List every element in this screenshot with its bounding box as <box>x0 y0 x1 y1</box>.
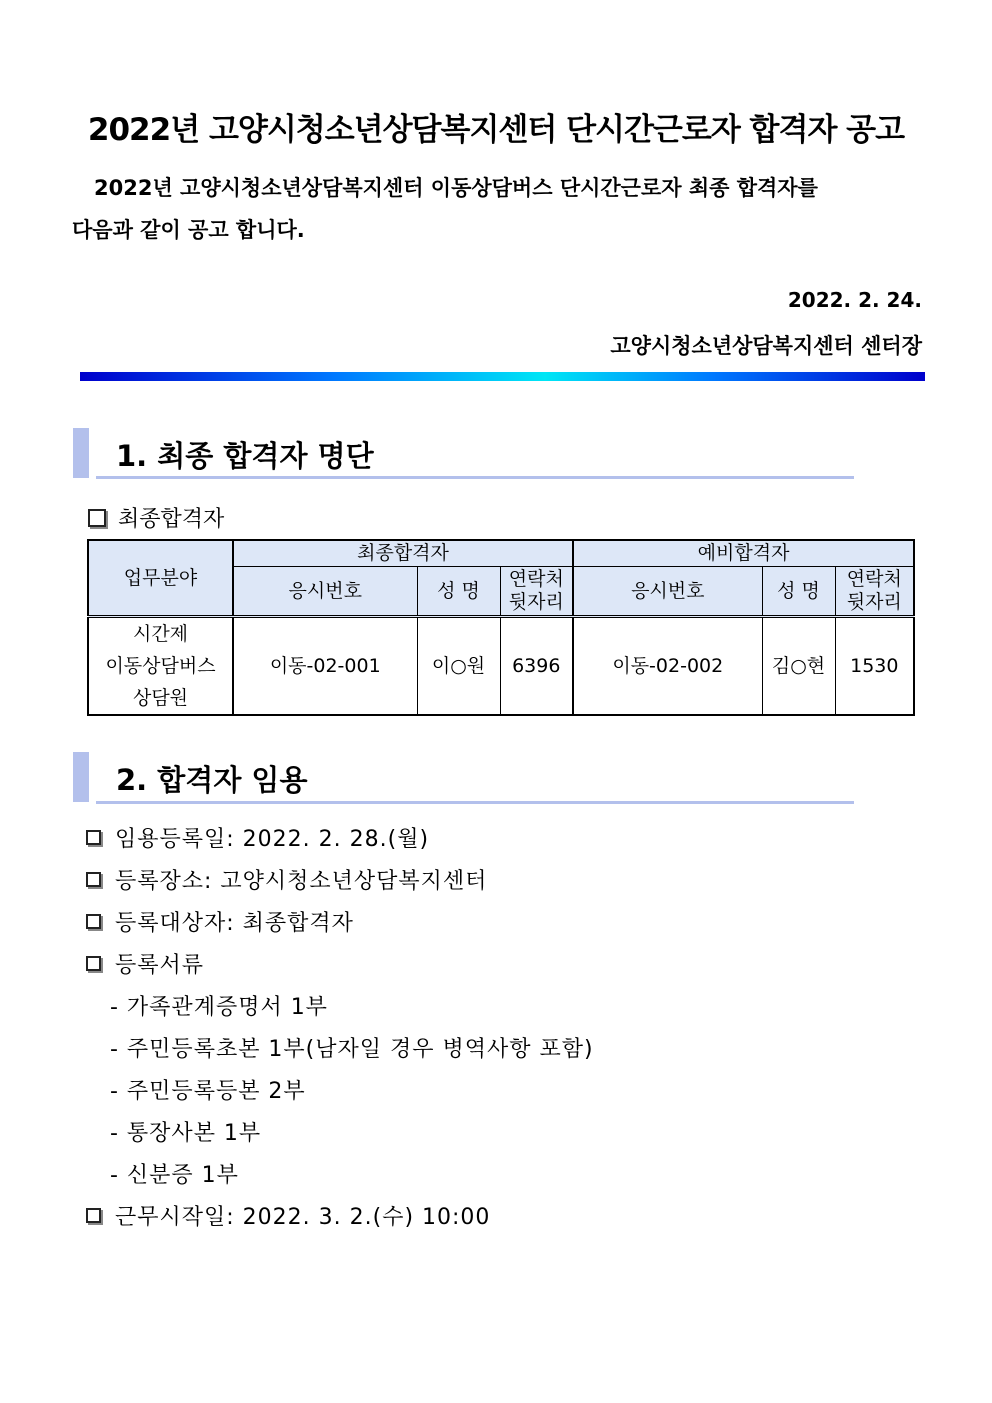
header-group-final: 최종합격자 <box>233 540 573 567</box>
header-final-name: 성 명 <box>417 567 500 617</box>
cell-final-exam-no: 이동-02-001 <box>233 617 417 716</box>
subheading-label: 최종합격자 <box>118 507 225 532</box>
gradient-divider <box>80 372 925 381</box>
cell-reserve-exam-no: 이동-02-002 <box>573 617 762 716</box>
section-2-underline <box>96 801 854 804</box>
header-final-exam-no: 응시번호 <box>233 567 417 617</box>
announcement-date: 2022. 2. 24. <box>787 288 922 312</box>
checkbox-bullet-icon <box>86 830 101 845</box>
intro-text-line-2: 다음과 같이 공고 합니다. <box>72 218 305 242</box>
section-2-accent-bar <box>73 752 89 802</box>
cell-final-contact: 6396 <box>500 617 573 716</box>
cell-field: 시간제 이동상담버스 상담원 <box>88 617 233 716</box>
list-item: 등록대상자: 최종합격자 <box>86 906 354 937</box>
header-final-contact: 연락처 뒷자리 <box>500 567 573 617</box>
checkbox-bullet-icon <box>86 956 101 971</box>
section-1-title: 1. 최종 합격자 명단 <box>116 439 374 473</box>
document-list-item: - 가족관계증명서 1부 <box>110 995 328 1020</box>
cell-reserve-contact: 1530 <box>835 617 914 716</box>
checkbox-bullet-icon <box>88 509 106 527</box>
document-list-item: - 신분증 1부 <box>110 1163 239 1188</box>
header-group-reserve: 예비합격자 <box>573 540 914 567</box>
passers-table <box>87 539 915 716</box>
list-item: 등록장소: 고양시청소년상담복지센터 <box>86 864 487 895</box>
issuer-name: 고양시청소년상담복지센터 센터장 <box>610 334 922 358</box>
cell-reserve-name: 김○현 <box>762 617 835 716</box>
header-reserve-name: 성 명 <box>762 567 835 617</box>
document-list-item: - 주민등록등본 2부 <box>110 1079 306 1104</box>
checkbox-bullet-icon <box>86 872 101 887</box>
document-title: 2022년 고양시청소년상담복지센터 단시간근로자 합격자 공고 <box>87 112 905 148</box>
final-passers-subheading <box>88 502 224 533</box>
section-2-title: 2. 합격자 임용 <box>116 763 308 797</box>
table-row <box>88 617 914 716</box>
section-1-accent-bar <box>73 428 89 478</box>
list-item: 근무시작일: 2022. 3. 2.(수) 10:00 <box>86 1200 490 1231</box>
header-field: 업무분야 <box>88 540 233 617</box>
cell-final-name: 이○원 <box>417 617 500 716</box>
checkbox-bullet-icon <box>86 914 101 929</box>
table-header-row-1 <box>88 540 914 567</box>
header-reserve-contact: 연락처 뒷자리 <box>835 567 914 617</box>
document-list-item: - 통장사본 1부 <box>110 1121 262 1146</box>
checkbox-bullet-icon <box>86 1208 101 1223</box>
section-1-underline <box>96 476 854 479</box>
list-item: 임용등록일: 2022. 2. 28.(월) <box>86 822 429 853</box>
header-reserve-exam-no: 응시번호 <box>573 567 762 617</box>
document-list-item: - 주민등록초본 1부(남자일 경우 병역사항 포함) <box>110 1037 594 1062</box>
list-item: 등록서류 <box>86 948 204 979</box>
intro-text-line-1: 2022년 고양시청소년상담복지센터 이동상담버스 단시간근로자 최종 합격자를 <box>94 176 818 200</box>
